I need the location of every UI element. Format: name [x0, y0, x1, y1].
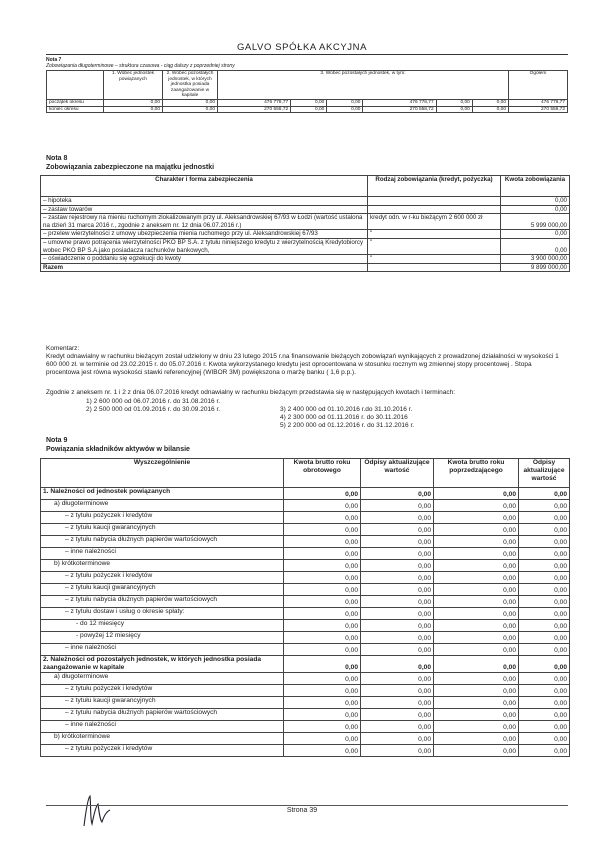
- note7-cell: 0,00: [163, 99, 218, 106]
- note8-cell-amount: 5 999 000,00: [501, 214, 570, 230]
- note9-cell: 0,00: [519, 608, 570, 620]
- note9-row-label: – inne należności: [41, 721, 284, 733]
- note9-cell: 0,00: [519, 620, 570, 632]
- note8-cell-amount: 0,00: [501, 230, 570, 239]
- note9-cell: 0,00: [434, 733, 519, 745]
- note9-cell: 0,00: [284, 745, 361, 757]
- note9-row: [41, 709, 570, 721]
- note9-cell: 0,00: [361, 685, 434, 697]
- note8-cell-label: – oświadczenie o poddaniu się egzekucji do kwoty: [41, 255, 368, 264]
- header-rule: [46, 54, 568, 55]
- note9-cell: 0,00: [434, 512, 519, 524]
- note9-cell: 0,00: [284, 536, 361, 548]
- note9-row-label: – z tytułu pożyczek i kredytów: [41, 512, 284, 524]
- note9-cell: 0,00: [519, 500, 570, 512]
- note9-cell: 0,00: [519, 596, 570, 608]
- note9-row-label: – inne należności: [41, 644, 284, 656]
- note9-row-label: 2. Należności od pozostałych jednostek, w których jednostka posiada zaangażowanie w kapitale: [41, 656, 284, 673]
- note9-cell: 0,00: [519, 632, 570, 644]
- note9-cell: 0,00: [434, 548, 519, 560]
- footer-rule: [46, 805, 568, 806]
- note9-row-label: b) krótkoterminowe: [41, 733, 284, 745]
- note9-row-label: – inne należności: [41, 548, 284, 560]
- note8-cell-type: ": [368, 255, 501, 264]
- note9-cell: 0,00: [284, 488, 361, 500]
- note9-row-label: - do 12 miesięcy: [41, 620, 284, 632]
- note9-cell: 0,00: [519, 685, 570, 697]
- note9-cell: 0,00: [434, 584, 519, 596]
- commentary-item-5: 5) 2 200 000 od 01.12.2016 r. do 31.12.2016 r.: [280, 422, 415, 429]
- commentary-heading: Komentarz:: [46, 345, 80, 352]
- note9-cell: 0,00: [361, 584, 434, 596]
- note8-cell-amount: 3 900 000,00: [501, 255, 570, 264]
- note7-cell: 0,00: [327, 99, 363, 106]
- note9-row: [41, 644, 570, 656]
- note8-cell-amount: 0,00: [501, 205, 570, 214]
- note7-title: Nota 7: [46, 57, 62, 63]
- note7-subtitle: Zobowiązania długoterminowe – struktura czasowa - ciąg dalszy z poprzedniej strony: [46, 63, 235, 69]
- note9-cell: 0,00: [284, 512, 361, 524]
- note9-cell: 0,00: [361, 608, 434, 620]
- note8-cell-amount: 0,00: [501, 197, 570, 206]
- commentary-item-4: 4) 2 300 000 od 01.11.2016 r. do 30.11.2016: [280, 414, 408, 421]
- note9-cell: 0,00: [434, 620, 519, 632]
- note9-cell: 0,00: [519, 524, 570, 536]
- note9-header-brutto: Kwota brutto roku obrotowego: [284, 459, 361, 488]
- note7-cell: 0,00: [163, 106, 218, 113]
- note9-row: [41, 673, 570, 685]
- note9-cell: 0,00: [519, 572, 570, 584]
- note9-cell: 0,00: [434, 745, 519, 757]
- commentary-paragraph-2: Zgodnie z aneksem nr. 1 i 2 z dnia 06.07.2016 kredyt odnawialny w rachunku bieżącym przedstawia się w następujących kwotach i terminach:: [46, 389, 455, 396]
- note9-cell: 0,00: [434, 596, 519, 608]
- note9-cell: 0,00: [434, 572, 519, 584]
- note9-cell: 0,00: [284, 656, 361, 673]
- note7-cell: 0,00: [472, 99, 508, 106]
- note8-cell-type: kredyt odn. w r-ku bieżącym 2 600 000 zł: [368, 214, 501, 230]
- note7-cell: 270 558,72: [509, 106, 568, 113]
- note9-row: [41, 548, 570, 560]
- commentary-item-3: 3) 2 400 000 od 01.10.2016 r.do 31.10.2016 r.: [280, 406, 413, 413]
- note9-row: [41, 685, 570, 697]
- note9-cell: 0,00: [361, 488, 434, 500]
- note9-cell: 0,00: [361, 596, 434, 608]
- note9-cell: 0,00: [434, 632, 519, 644]
- note9-cell: 0,00: [361, 733, 434, 745]
- commentary-item-2: 2) 2 500 000 od 01.09.2016 r. do 30.09.2016 r.: [86, 406, 221, 413]
- note9-cell: 0,00: [434, 608, 519, 620]
- note9-cell: 0,00: [519, 709, 570, 721]
- note9-table: [40, 458, 570, 757]
- note9-cell: 0,00: [361, 644, 434, 656]
- note9-header-wyszczegolnienie: Wyszczególnienie: [41, 459, 284, 488]
- note9-cell: 0,00: [284, 572, 361, 584]
- note9-cell: 0,00: [284, 721, 361, 733]
- note7-cell: 0,00: [436, 106, 472, 113]
- note9-cell: 0,00: [434, 709, 519, 721]
- note9-cell: 0,00: [519, 560, 570, 572]
- note9-cell: 0,00: [284, 733, 361, 745]
- note7-cell: 0,00: [104, 99, 163, 106]
- note9-cell: 0,00: [434, 673, 519, 685]
- note9-row: [41, 745, 570, 757]
- note9-cell: 0,00: [434, 656, 519, 673]
- company-header: GALVO SPÓŁKA AKCYJNA: [236, 42, 368, 53]
- note9-cell: 0,00: [519, 745, 570, 757]
- note9-row: [41, 632, 570, 644]
- note8-cell-label: – zastaw rejestrowy na mieniu ruchomym zlokalizowanym przy ul. Aleksandrowskiej 67/93 w Łodzi (wartość ustalona na dzień 31 marca 2016 r., zgodnie z aneksem nr. 1z dnia 06.07.2016 r.): [41, 214, 368, 230]
- note9-cell: 0,00: [284, 685, 361, 697]
- note9-cell: 0,00: [361, 632, 434, 644]
- note9-cell: 0,00: [519, 733, 570, 745]
- note9-cell: 0,00: [361, 500, 434, 512]
- note9-row-label: – z tytułu pożyczek i kredytów: [41, 685, 284, 697]
- note9-subtitle: Powiązania składników aktywów w bilansie: [46, 446, 190, 453]
- note9-row: [41, 512, 570, 524]
- note9-cell: 0,00: [361, 572, 434, 584]
- note9-row-label: – z tytułu dostaw i usług o okresie spłaty:: [41, 608, 284, 620]
- note7-cell: 0,00: [472, 106, 508, 113]
- note9-row: [41, 536, 570, 548]
- note9-cell: 0,00: [284, 620, 361, 632]
- note9-row: [41, 572, 570, 584]
- note7-cell: 0,00: [104, 106, 163, 113]
- note9-row: [41, 733, 570, 745]
- note8-row: [41, 214, 570, 230]
- commentary-item-1: 1) 2 600 000 od 06.07.2016 r. do 31.08.2016 r.: [86, 398, 221, 405]
- note9-row-label: – z tytułu nabycia dłużnych papierów wartościowych: [41, 536, 284, 548]
- note9-cell: 0,00: [284, 524, 361, 536]
- note7-cell: 0,00: [291, 106, 327, 113]
- commentary-paragraph: Kredyt odnawialny w rachunku bieżącym został udzielony w dniu 23 lutego 2015 r.na finansowanie bieżących zobowiązań wynikających z prowadzonej działalności w wysokości 1 600 000 zł. w terminie od 23.02.2015 r. do 05.07.2016 r. Kwota wykorzystanego kredytu jest oprocentowana w stosunku rocznym wg zmiennej stopy procentowej . Stopa procentowa jest równa wysokości stawki referencyjnej (WIBOR 3M) powiększona o marżę banku ( 1,6 p.p.).: [46, 353, 559, 376]
- page-number: Strona 39: [286, 807, 318, 814]
- note9-cell: 0,00: [284, 500, 361, 512]
- note7-cell: 476 778,77: [363, 99, 436, 106]
- note8-cell-label: – przelew wierzytelności z umowy ubezpieczenia mienia ruchomego przy ul. Aleksandrowskiej 67/93: [41, 230, 368, 239]
- note9-row-label: 1. Należności od jednostek powiązanych: [41, 488, 284, 500]
- note7-header-3: 3. Wobec pozostałych jednostek, w tym:: [218, 71, 509, 100]
- note9-cell: 0,00: [434, 524, 519, 536]
- note8-total-label: Razem: [41, 263, 368, 272]
- note9-cell: 0,00: [284, 596, 361, 608]
- note9-row: [41, 500, 570, 512]
- note9-cell: 0,00: [434, 644, 519, 656]
- note9-cell: 0,00: [434, 488, 519, 500]
- note9-cell: 0,00: [361, 524, 434, 536]
- note8-cell-label: – hipoteka: [41, 197, 368, 206]
- note9-cell: 0,00: [519, 656, 570, 673]
- note9-row: [41, 488, 570, 500]
- note9-row: [41, 721, 570, 733]
- note9-cell: 0,00: [434, 685, 519, 697]
- note7-table: [46, 70, 568, 113]
- note7-cell: 0,00: [327, 106, 363, 113]
- note9-cell: 0,00: [361, 536, 434, 548]
- note9-cell: 0,00: [434, 560, 519, 572]
- note9-cell: 0,00: [361, 673, 434, 685]
- note8-total-value: 9 899 000,00: [501, 263, 570, 272]
- note9-cell: 0,00: [361, 709, 434, 721]
- note9-row: [41, 697, 570, 709]
- note8-header-kwota: Kwota zobowiązania: [501, 176, 570, 197]
- note9-row-label: - powyżej 12 miesięcy: [41, 632, 284, 644]
- note9-row-label: – z tytułu nabycia dłużnych papierów wartościowych: [41, 709, 284, 721]
- note9-cell: 0,00: [284, 608, 361, 620]
- note9-cell: 0,00: [361, 745, 434, 757]
- note9-cell: 0,00: [361, 620, 434, 632]
- note9-cell: 0,00: [284, 709, 361, 721]
- note8-header-rodzaj: Rodzaj zobowiązania (kredyt, pożyczka): [368, 176, 501, 197]
- note9-row-label: – z tytułu pożyczek i kredytów: [41, 745, 284, 757]
- note8-row: [41, 197, 570, 206]
- note9-cell: 0,00: [434, 697, 519, 709]
- note9-cell: 0,00: [284, 584, 361, 596]
- note9-cell: 0,00: [284, 632, 361, 644]
- note9-cell: 0,00: [361, 656, 434, 673]
- note8-cell-type: ": [368, 238, 501, 254]
- note8-cell-type: ": [368, 230, 501, 239]
- note9-cell: 0,00: [519, 721, 570, 733]
- note9-cell: 0,00: [284, 697, 361, 709]
- note7-cell: 0,00: [436, 99, 472, 106]
- note7-row-label: początek okresu: [47, 99, 104, 106]
- note7-cell: 476 778,77: [509, 99, 568, 106]
- note8-cell-type: [368, 205, 501, 214]
- note9-cell: 0,00: [519, 697, 570, 709]
- note9-row-label: a) długoterminowe: [41, 673, 284, 685]
- note9-row-label: b) krótkoterminowe: [41, 560, 284, 572]
- note7-header-2: 2. Wobec pozostałych jednostek, w których jednostka posiada zaangażowanie w kapitale: [163, 71, 218, 100]
- note7-cell: 270 558,72: [363, 106, 436, 113]
- note8-row: [41, 238, 570, 254]
- note9-cell: 0,00: [434, 536, 519, 548]
- note9-cell: 0,00: [361, 548, 434, 560]
- note9-row: [41, 560, 570, 572]
- note9-row: [41, 608, 570, 620]
- note7-cell: 476 778,77: [218, 99, 291, 106]
- note9-row-label: – z tytułu kaucji gwarancyjnych: [41, 584, 284, 596]
- note9-row: [41, 620, 570, 632]
- note9-cell: 0,00: [519, 644, 570, 656]
- note8-cell-label: – zastaw towarów: [41, 205, 368, 214]
- note9-title: Nota 9: [46, 437, 68, 444]
- note8-table: [40, 175, 570, 272]
- note8-row: [41, 230, 570, 239]
- note9-cell: 0,00: [361, 697, 434, 709]
- note9-row: [41, 656, 570, 673]
- note9-cell: 0,00: [519, 488, 570, 500]
- note7-header-total: Ogółem: [509, 71, 568, 100]
- note8-cell-amount: 0,00: [501, 238, 570, 254]
- note7-cell: 270 558,72: [218, 106, 291, 113]
- note9-header-brutto-prev: Kwota brutto roku poprzedzającego: [434, 459, 519, 488]
- note9-cell: 0,00: [361, 721, 434, 733]
- note9-cell: 0,00: [519, 512, 570, 524]
- note9-cell: 0,00: [519, 584, 570, 596]
- note9-row-label: – z tytułu pożyczek i kredytów: [41, 572, 284, 584]
- note9-row: [41, 524, 570, 536]
- note9-header-odpisy: Odpisy aktualizujące wartość: [361, 459, 434, 488]
- note9-cell: 0,00: [284, 560, 361, 572]
- note8-row: [41, 205, 570, 214]
- note8-title: Nota 8: [46, 155, 68, 162]
- note7-cell: 0,00: [291, 99, 327, 106]
- note9-cell: 0,00: [434, 721, 519, 733]
- note7-row-label: koniec okresu: [47, 106, 104, 113]
- note9-row-label: – z tytułu kaucji gwarancyjnych: [41, 697, 284, 709]
- note9-row-label: a) długoterminowe: [41, 500, 284, 512]
- note9-cell: 0,00: [284, 644, 361, 656]
- note9-cell: 0,00: [361, 560, 434, 572]
- note9-row: [41, 584, 570, 596]
- note8-cell-type: [368, 197, 501, 206]
- note8-row: [41, 255, 570, 264]
- note8-header-charakter: Charakter i forma zabezpieczenia: [41, 176, 368, 197]
- note9-cell: 0,00: [519, 673, 570, 685]
- note9-cell: 0,00: [519, 536, 570, 548]
- note9-header-odpisy-prev: Odpisy aktualizujące wartość: [519, 459, 570, 488]
- note8-cell-label: – umowne prawo potrącenia wierzytelności PKO BP S.A. z tytułu niniejszego kredytu z wierzytelnością Kredytobiorcy wobec PKO BP S.A.jako posiadacza rachunków bankowych,: [41, 238, 368, 254]
- note9-row: [41, 596, 570, 608]
- note9-row-label: – z tytułu kaucji gwarancyjnych: [41, 524, 284, 536]
- note9-cell: 0,00: [284, 673, 361, 685]
- note9-cell: 0,00: [519, 548, 570, 560]
- note8-subtitle: Zobowiązania zabezpieczone na majątku jednostki: [46, 164, 215, 171]
- note9-cell: 0,00: [434, 500, 519, 512]
- note7-header-1: 1. Wobec jednostek powiązanych: [104, 71, 163, 100]
- note9-cell: 0,00: [284, 548, 361, 560]
- note9-cell: 0,00: [361, 512, 434, 524]
- note9-row-label: – z tytułu nabycia dłużnych papierów wartościowych: [41, 596, 284, 608]
